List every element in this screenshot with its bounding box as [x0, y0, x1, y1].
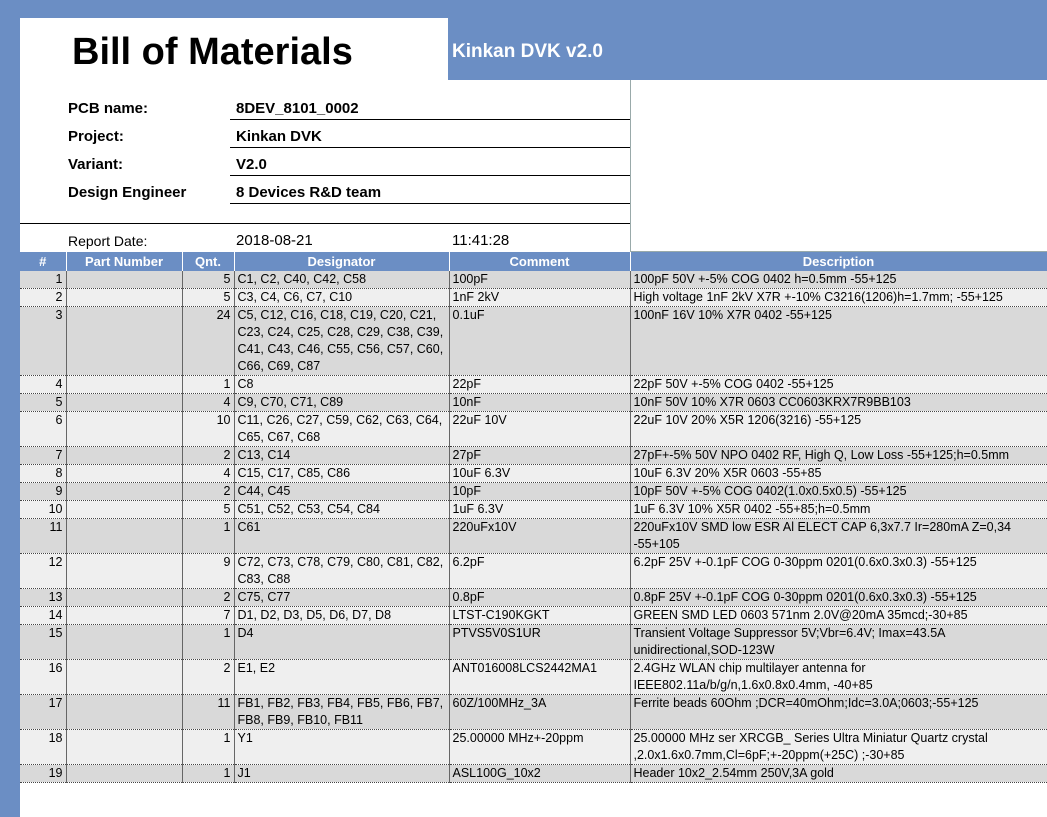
part-number-cell — [66, 730, 182, 765]
column-header-part-number: Part Number — [66, 252, 182, 271]
row-number: 6 — [20, 412, 66, 447]
description-cell: 22pF 50V +-5% COG 0402 -55+125 — [630, 376, 1047, 394]
quantity-cell: 4 — [182, 394, 234, 412]
designator-cell: C11, C26, C27, C59, C62, C63, C64, C65, C67, C68 — [234, 412, 449, 447]
quantity-cell: 10 — [182, 412, 234, 447]
part-number-cell — [66, 589, 182, 607]
designator-cell: E1, E2 — [234, 660, 449, 695]
description-cell: Header 10x2_2.54mm 250V,3A gold — [630, 765, 1047, 783]
comment-cell: 100pF — [449, 271, 630, 289]
comment-cell: 22pF — [449, 376, 630, 394]
comment-cell: 0.8pF — [449, 589, 630, 607]
row-number: 1 — [20, 271, 66, 289]
description-cell: 6.2pF 25V +-0.1pF COG 0-30ppm 0201(0.6x0.3x0.3) -55+125 — [630, 554, 1047, 589]
table-row — [20, 589, 1047, 607]
designator-cell: J1 — [234, 765, 449, 783]
quantity-cell: 4 — [182, 465, 234, 483]
table-row — [20, 412, 1047, 447]
row-number: 12 — [20, 554, 66, 589]
designator-cell: C5, C12, C16, C18, C19, C20, C21, C23, C24, C25, C28, C29, C38, C39, C41, C43, C46, C55, C56, C57, C60, C66, C69, C87 — [234, 307, 449, 376]
designator-cell: C61 — [234, 519, 449, 554]
part-number-cell — [66, 376, 182, 394]
variant-underline — [230, 175, 630, 176]
table-row — [20, 554, 1047, 589]
description-cell: 10nF 50V 10% X7R 0603 CC0603KRX7R9BB103 — [630, 394, 1047, 412]
part-number-cell — [66, 412, 182, 447]
comment-cell: 10pF — [449, 483, 630, 501]
quantity-cell: 5 — [182, 501, 234, 519]
designator-cell: C9, C70, C71, C89 — [234, 394, 449, 412]
designator-cell: C44, C45 — [234, 483, 449, 501]
description-cell: 0.8pF 25V +-0.1pF COG 0-30ppm 0201(0.6x0.3x0.3) -55+125 — [630, 589, 1047, 607]
table-row — [20, 607, 1047, 625]
description-cell: 100pF 50V +-5% COG 0402 h=0.5mm -55+125 — [630, 271, 1047, 289]
description-cell: Transient Voltage Suppressor 5V;Vbr=6.4V; Imax=43.5A unidirectional,SOD-123W — [630, 625, 1047, 660]
part-number-cell — [66, 394, 182, 412]
row-number: 3 — [20, 307, 66, 376]
comment-cell: LTST-C190KGKT — [449, 607, 630, 625]
description-cell: 22uF 10V 20% X5R 1206(3216) -55+125 — [630, 412, 1047, 447]
description-cell: 100nF 16V 10% X7R 0402 -55+125 — [630, 307, 1047, 376]
description-cell: 2.4GHz WLAN chip multilayer antenna for IEEE802.11a/b/g/n,1.6x0.8x0.4mm, -40+85 — [630, 660, 1047, 695]
project-label: Project: — [68, 128, 124, 145]
quantity-cell: 2 — [182, 483, 234, 501]
designator-cell: D4 — [234, 625, 449, 660]
description-cell: High voltage 1nF 2kV X7R +-10% C3216(1206)h=1.7mm; -55+125 — [630, 289, 1047, 307]
description-cell: 1uF 6.3V 10% X5R 0402 -55+85;h=0.5mm — [630, 501, 1047, 519]
quantity-cell: 1 — [182, 376, 234, 394]
part-number-cell — [66, 501, 182, 519]
pcb-name-underline — [230, 119, 630, 120]
row-number: 18 — [20, 730, 66, 765]
table-row — [20, 765, 1047, 783]
row-number: 5 — [20, 394, 66, 412]
part-number-cell — [66, 519, 182, 554]
description-cell: GREEN SMD LED 0603 571nm 2.0V@20mA 35mcd;-30+85 — [630, 607, 1047, 625]
design-engineer-label: Design Engineer — [68, 184, 187, 201]
row-number: 16 — [20, 660, 66, 695]
description-cell: 27pF+-5% 50V NPO 0402 RF, High Q, Low Loss -55+125;h=0.5mm — [630, 447, 1047, 465]
table-row — [20, 465, 1047, 483]
part-number-cell — [66, 307, 182, 376]
part-number-cell — [66, 765, 182, 783]
part-number-cell — [66, 447, 182, 465]
bom-table — [20, 252, 1047, 783]
comment-cell: 1nF 2kV — [449, 289, 630, 307]
bom-sheet — [20, 18, 1047, 817]
part-number-cell — [66, 483, 182, 501]
part-number-cell — [66, 289, 182, 307]
row-number: 11 — [20, 519, 66, 554]
quantity-cell: 5 — [182, 271, 234, 289]
part-number-cell — [66, 271, 182, 289]
comment-cell: 25.00000 MHz+-20ppm — [449, 730, 630, 765]
description-cell: 10uF 6.3V 20% X5R 0603 -55+85 — [630, 465, 1047, 483]
description-cell: 220uFx10V SMD low ESR Al ELECT CAP 6,3x7.7 Ir=280mA Z=0,34 -55+105 — [630, 519, 1047, 554]
variant-value: V2.0 — [236, 156, 267, 173]
table-row — [20, 501, 1047, 519]
designator-cell: C3, C4, C6, C7, C10 — [234, 289, 449, 307]
quantity-cell: 2 — [182, 660, 234, 695]
comment-cell: 10nF — [449, 394, 630, 412]
part-number-cell — [66, 465, 182, 483]
row-number: 8 — [20, 465, 66, 483]
comment-cell: 1uF 6.3V — [449, 501, 630, 519]
description-cell: 25.00000 MHz ser XRCGB_ Series Ultra Miniatur Quartz crystal ,2.0x1.6x0.7mm,Cl=6pF;+-20ppm(+25C) ;-30+85 — [630, 730, 1047, 765]
project-underline — [230, 147, 630, 148]
column-header-comment: Comment — [449, 252, 630, 271]
comment-cell: 220uFx10V — [449, 519, 630, 554]
table-row — [20, 730, 1047, 765]
page-subtitle: Kinkan DVK v2.0 — [452, 41, 603, 62]
quantity-cell: 1 — [182, 625, 234, 660]
comment-cell: 6.2pF — [449, 554, 630, 589]
info-box-divider — [20, 223, 630, 224]
design-engineer-value: 8 Devices R&D team — [236, 184, 382, 201]
column-header-quantity: Qnt. — [182, 252, 234, 271]
table-body — [20, 271, 1047, 783]
quantity-cell: 2 — [182, 447, 234, 465]
table-row — [20, 394, 1047, 412]
part-number-cell — [66, 607, 182, 625]
part-number-cell — [66, 554, 182, 589]
page-title: Bill of Materials — [72, 31, 353, 73]
column-header-description: Description — [630, 252, 1047, 271]
comment-cell: PTVS5V0S1UR — [449, 625, 630, 660]
comment-cell: 22uF 10V — [449, 412, 630, 447]
part-number-cell — [66, 660, 182, 695]
designator-cell: C72, C73, C78, C79, C80, C81, C82, C83, C88 — [234, 554, 449, 589]
row-number: 2 — [20, 289, 66, 307]
designator-cell: Y1 — [234, 730, 449, 765]
quantity-cell: 24 — [182, 307, 234, 376]
row-number: 19 — [20, 765, 66, 783]
row-number: 17 — [20, 695, 66, 730]
project-value: Kinkan DVK — [236, 128, 322, 145]
row-number: 14 — [20, 607, 66, 625]
comment-cell: ANT016008LCS2442MA1 — [449, 660, 630, 695]
quantity-cell: 9 — [182, 554, 234, 589]
pcb-name-value: 8DEV_8101_0002 — [236, 100, 359, 117]
designator-cell: C13, C14 — [234, 447, 449, 465]
quantity-cell: 5 — [182, 289, 234, 307]
table-row — [20, 483, 1047, 501]
table-row — [20, 625, 1047, 660]
quantity-cell: 1 — [182, 519, 234, 554]
column-header-designator: Designator — [234, 252, 449, 271]
row-number: 15 — [20, 625, 66, 660]
table-header-row — [20, 252, 1047, 271]
column-header-number: # — [20, 252, 66, 271]
part-number-cell — [66, 695, 182, 730]
designator-cell: D1, D2, D3, D5, D6, D7, D8 — [234, 607, 449, 625]
comment-cell: 0.1uF — [449, 307, 630, 376]
designator-cell: FB1, FB2, FB3, FB4, FB5, FB6, FB7, FB8, FB9, FB10, FB11 — [234, 695, 449, 730]
comment-cell: 10uF 6.3V — [449, 465, 630, 483]
design-engineer-underline — [230, 203, 630, 204]
header-right-area — [630, 80, 1047, 252]
quantity-cell: 2 — [182, 589, 234, 607]
quantity-cell: 7 — [182, 607, 234, 625]
designator-cell: C51, C52, C53, C54, C84 — [234, 501, 449, 519]
description-cell: Ferrite beads 60Ohm ;DCR=40mOhm;Idc=3.0A;0603;-55+125 — [630, 695, 1047, 730]
table-row — [20, 519, 1047, 554]
table-row — [20, 307, 1047, 376]
table-row — [20, 447, 1047, 465]
table-row — [20, 271, 1047, 289]
row-number: 13 — [20, 589, 66, 607]
description-cell: 10pF 50V +-5% COG 0402(1.0x0.5x0.5) -55+125 — [630, 483, 1047, 501]
variant-label: Variant: — [68, 156, 124, 173]
quantity-cell: 11 — [182, 695, 234, 730]
table-row — [20, 289, 1047, 307]
quantity-cell: 1 — [182, 730, 234, 765]
row-number: 10 — [20, 501, 66, 519]
table-row — [20, 660, 1047, 695]
report-time-value: 11:41:28 — [452, 232, 510, 249]
quantity-cell: 1 — [182, 765, 234, 783]
report-date-value: 2018-08-21 — [236, 232, 313, 249]
table-row — [20, 695, 1047, 730]
row-number: 9 — [20, 483, 66, 501]
comment-cell: 27pF — [449, 447, 630, 465]
designator-cell: C15, C17, C85, C86 — [234, 465, 449, 483]
table-row — [20, 376, 1047, 394]
row-number: 7 — [20, 447, 66, 465]
designator-cell: C1, C2, C40, C42, C58 — [234, 271, 449, 289]
report-date-label: Report Date: — [68, 233, 148, 249]
comment-cell: ASL100G_10x2 — [449, 765, 630, 783]
row-number: 4 — [20, 376, 66, 394]
part-number-cell — [66, 625, 182, 660]
designator-cell: C75, C77 — [234, 589, 449, 607]
designator-cell: C8 — [234, 376, 449, 394]
comment-cell: 60Z/100MHz_3A — [449, 695, 630, 730]
pcb-name-label: PCB name: — [68, 100, 149, 117]
